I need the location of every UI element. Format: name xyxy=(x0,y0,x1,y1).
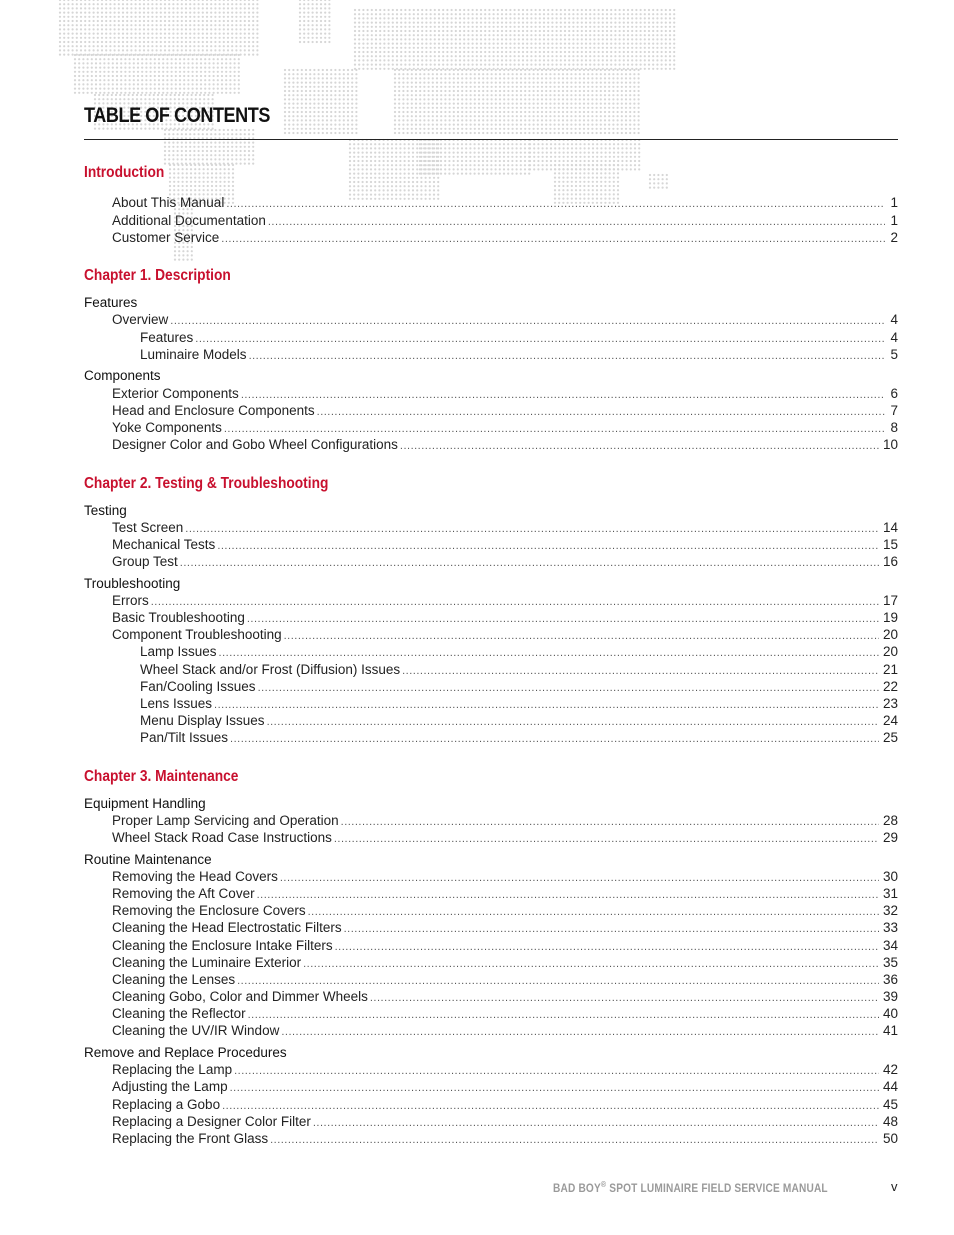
dot-leader xyxy=(195,331,885,347)
toc-entry-page: 1 xyxy=(890,195,898,210)
toc-entry-label: Designer Color and Gobo Wheel Configurations xyxy=(112,437,398,452)
toc-entry-label: Replacing the Lamp xyxy=(112,1062,233,1077)
dot-leader xyxy=(280,870,879,886)
dot-leader xyxy=(185,521,879,537)
toc-entry[interactable] xyxy=(112,830,898,847)
toc-entry-label: Errors xyxy=(112,593,149,608)
footer-page-number: v xyxy=(891,1179,898,1194)
toc-entry-label: Exterior Components xyxy=(112,386,239,401)
section-heading-testing: Testing xyxy=(84,503,127,518)
toc-entry-label: Pan/Tilt Issues xyxy=(140,730,229,745)
toc-entry[interactable] xyxy=(140,696,898,713)
dot-leader xyxy=(217,538,879,554)
toc-entry-label: Mechanical Tests xyxy=(112,537,216,552)
dot-leader xyxy=(303,956,879,972)
dot-leader xyxy=(219,645,879,661)
toc-entry-page: 41 xyxy=(882,1023,898,1038)
toc-entry-page: 33 xyxy=(882,920,898,935)
toc-entry-label: Group Test xyxy=(112,554,178,569)
toc-entry[interactable] xyxy=(112,1023,898,1040)
toc-entry-page: 35 xyxy=(882,955,898,970)
toc-entry[interactable] xyxy=(112,312,898,329)
toc-entry-label: Removing the Aft Cover xyxy=(112,886,255,901)
section-heading-features: Features xyxy=(84,295,138,310)
dot-leader xyxy=(226,196,885,212)
toc-entry-label: Features xyxy=(140,330,194,345)
toc-entry[interactable] xyxy=(112,420,898,437)
dot-leader xyxy=(221,231,885,247)
toc-entry-label: Customer Service xyxy=(112,230,220,245)
toc-entry[interactable] xyxy=(112,955,898,972)
toc-entry[interactable] xyxy=(140,330,898,347)
toc-entry[interactable] xyxy=(112,195,898,212)
toc-entry-label: Cleaning the Lenses xyxy=(112,972,236,987)
chapter-heading-maintenance[interactable]: Chapter 3. Maintenance xyxy=(84,768,239,785)
dot-leader xyxy=(230,1080,879,1096)
chapter-heading-introduction[interactable]: Introduction xyxy=(84,164,165,181)
toc-entry[interactable] xyxy=(112,213,898,230)
toc-entry-page: 19 xyxy=(882,610,898,625)
toc-entry[interactable] xyxy=(112,813,898,830)
toc-entry-label: Yoke Components xyxy=(112,420,222,435)
section-heading-components: Components xyxy=(84,368,161,383)
section-heading-routine-maintenance: Routine Maintenance xyxy=(84,852,212,867)
toc-entry[interactable] xyxy=(112,537,898,554)
dot-leader xyxy=(335,939,879,955)
toc-entry-page: 4 xyxy=(890,312,898,327)
toc-entry-page: 20 xyxy=(882,644,898,659)
toc-entry-label: Cleaning the Luminaire Exterior xyxy=(112,955,302,970)
toc-entry-label: Replacing the Front Glass xyxy=(112,1131,269,1146)
toc-entry[interactable] xyxy=(112,1131,898,1148)
toc-entry-page: 17 xyxy=(882,593,898,608)
toc-entry-label: Fan/Cooling Issues xyxy=(140,679,256,694)
toc-entry-label: Replacing a Gobo xyxy=(112,1097,221,1112)
dot-leader xyxy=(230,731,879,747)
dot-leader xyxy=(334,831,879,847)
toc-entry-label: Wheel Stack Road Case Instructions xyxy=(112,830,332,845)
dot-leader xyxy=(234,1063,879,1079)
toc-entry-label: Overview xyxy=(112,312,169,327)
dot-leader xyxy=(317,404,885,420)
toc-entry[interactable] xyxy=(112,386,898,403)
toc-entry-label: Lens Issues xyxy=(140,696,213,711)
toc-entry-page: 1 xyxy=(890,213,898,228)
toc-entry[interactable] xyxy=(112,593,898,610)
toc-entry-page: 48 xyxy=(882,1114,898,1129)
toc-entry-page: 21 xyxy=(882,662,898,677)
section-heading-equipment-handling: Equipment Handling xyxy=(84,796,206,811)
toc-entry[interactable] xyxy=(140,713,898,730)
dot-leader xyxy=(344,921,879,937)
toc-entry-label: Replacing a Designer Color Filter xyxy=(112,1114,311,1129)
dot-leader xyxy=(370,990,879,1006)
toc-entry-page: 34 xyxy=(882,938,898,953)
chapter-heading-testing-troubleshooting[interactable]: Chapter 2. Testing & Troubleshooting xyxy=(84,475,329,492)
toc-entry-page: 39 xyxy=(882,989,898,1004)
toc-entry-page: 45 xyxy=(882,1097,898,1112)
toc-entry-page: 14 xyxy=(882,520,898,535)
toc-entry-page: 50 xyxy=(882,1131,898,1146)
toc-entry[interactable] xyxy=(140,730,898,747)
toc-entry-page: 22 xyxy=(882,679,898,694)
toc-entry[interactable] xyxy=(112,938,898,955)
toc-entry[interactable] xyxy=(112,520,898,537)
dot-leader xyxy=(267,714,879,730)
toc-entry-page: 40 xyxy=(882,1006,898,1021)
toc-entry[interactable] xyxy=(112,869,898,886)
toc-entry-label: Proper Lamp Servicing and Operation xyxy=(112,813,339,828)
toc-entry-page: 15 xyxy=(882,537,898,552)
toc-entry[interactable] xyxy=(112,403,898,420)
toc-entry[interactable] xyxy=(112,1079,898,1096)
toc-entry[interactable] xyxy=(112,1114,898,1131)
toc-entry[interactable] xyxy=(112,554,898,571)
dot-leader xyxy=(237,973,879,989)
toc-entry-page: 8 xyxy=(890,420,898,435)
toc-entry-label: Adjusting the Lamp xyxy=(112,1079,228,1094)
title-divider xyxy=(84,139,898,140)
toc-entry-page: 32 xyxy=(882,903,898,918)
toc-entry-label: Head and Enclosure Components xyxy=(112,403,315,418)
toc-entry-page: 30 xyxy=(882,869,898,884)
toc-entry-label: Cleaning the Enclosure Intake Filters xyxy=(112,938,333,953)
toc-entry-page: 10 xyxy=(882,437,898,452)
chapter-heading-description[interactable]: Chapter 1. Description xyxy=(84,267,231,284)
toc-entry[interactable] xyxy=(112,437,898,454)
toc-entry[interactable] xyxy=(112,989,898,1006)
dot-leader xyxy=(341,814,879,830)
toc-entry[interactable] xyxy=(112,972,898,989)
toc-entry[interactable] xyxy=(112,230,898,247)
dot-leader xyxy=(400,438,879,454)
dot-leader xyxy=(281,1024,879,1040)
toc-entry[interactable] xyxy=(112,1097,898,1114)
toc-entry-label: Cleaning Gobo, Color and Dimmer Wheels xyxy=(112,989,368,1004)
dot-leader xyxy=(222,1098,879,1114)
page-title: TABLE OF CONTENTS xyxy=(84,104,270,127)
toc-entry-label: Lamp Issues xyxy=(140,644,217,659)
toc-entry[interactable] xyxy=(140,347,898,364)
toc-entry[interactable] xyxy=(112,610,898,627)
section-heading-remove-replace: Remove and Replace Procedures xyxy=(84,1045,287,1060)
toc-entry[interactable] xyxy=(112,627,898,644)
toc-entry-label: About This Manual xyxy=(112,195,225,210)
dot-leader xyxy=(224,421,885,437)
dot-leader xyxy=(257,887,879,903)
dot-leader xyxy=(214,697,879,713)
toc-entry[interactable] xyxy=(140,662,898,679)
dot-leader xyxy=(170,313,885,329)
toc-entry[interactable] xyxy=(112,1062,898,1079)
dot-leader xyxy=(247,611,879,627)
dot-leader xyxy=(270,1132,879,1148)
toc-entry-page: 6 xyxy=(890,386,898,401)
dot-leader xyxy=(308,904,879,920)
toc-entry[interactable] xyxy=(112,1006,898,1023)
toc-entry-page: 2 xyxy=(890,230,898,245)
toc-entry-label: Wheel Stack and/or Frost (Diffusion) Issues xyxy=(140,662,401,677)
dot-leader xyxy=(258,680,879,696)
toc-entry-label: Menu Display Issues xyxy=(140,713,265,728)
toc-entry-page: 4 xyxy=(890,330,898,345)
toc-entry-page: 16 xyxy=(882,554,898,569)
toc-entry[interactable] xyxy=(140,644,898,661)
toc-entry-page: 42 xyxy=(882,1062,898,1077)
toc-entry-label: Test Screen xyxy=(112,520,184,535)
dot-leader xyxy=(268,214,885,230)
toc-entry-page: 20 xyxy=(882,627,898,642)
toc-entry-label: Cleaning the Head Electrostatic Filters xyxy=(112,920,342,935)
toc-entry-label: Removing the Enclosure Covers xyxy=(112,903,306,918)
toc-entry-page: 29 xyxy=(882,830,898,845)
toc-entry-label: Component Troubleshooting xyxy=(112,627,282,642)
dot-leader xyxy=(241,387,885,403)
toc-entry-page: 28 xyxy=(882,813,898,828)
toc-entry-page: 25 xyxy=(882,730,898,745)
toc-entry-page: 24 xyxy=(882,713,898,728)
toc-entry-label: Basic Troubleshooting xyxy=(112,610,245,625)
toc-entry-label: Cleaning the Reflector xyxy=(112,1006,246,1021)
toc-entry-page: 31 xyxy=(882,886,898,901)
dot-leader xyxy=(249,348,885,364)
toc-entry-page: 5 xyxy=(890,347,898,362)
registered-mark: ® xyxy=(600,1180,607,1189)
toc-entry-page: 23 xyxy=(882,696,898,711)
toc-entry[interactable] xyxy=(140,679,898,696)
toc-entry[interactable] xyxy=(112,920,898,937)
dot-leader xyxy=(402,663,879,679)
toc-entry-page: 36 xyxy=(882,972,898,987)
toc-entry-label: Additional Documentation xyxy=(112,213,266,228)
dot-leader xyxy=(248,1007,879,1023)
dot-leader xyxy=(151,594,879,610)
footer-subtitle: SPOT LUMINAIRE FIELD SERVICE MANUAL xyxy=(609,1182,828,1195)
footer-brand: BAD BOY xyxy=(553,1182,601,1195)
dot-leader xyxy=(284,628,879,644)
dot-leader xyxy=(313,1115,879,1131)
section-heading-troubleshooting: Troubleshooting xyxy=(84,576,181,591)
toc-entry-page: 7 xyxy=(890,403,898,418)
footer-manual-title xyxy=(553,1180,828,1195)
toc-entry-page: 44 xyxy=(882,1079,898,1094)
toc-entry-label: Luminaire Models xyxy=(140,347,247,362)
dot-leader xyxy=(180,555,879,571)
toc-entry[interactable] xyxy=(112,886,898,903)
toc-entry-label: Cleaning the UV/IR Window xyxy=(112,1023,280,1038)
toc-entry-label: Removing the Head Covers xyxy=(112,869,278,884)
toc-entry[interactable] xyxy=(112,903,898,920)
